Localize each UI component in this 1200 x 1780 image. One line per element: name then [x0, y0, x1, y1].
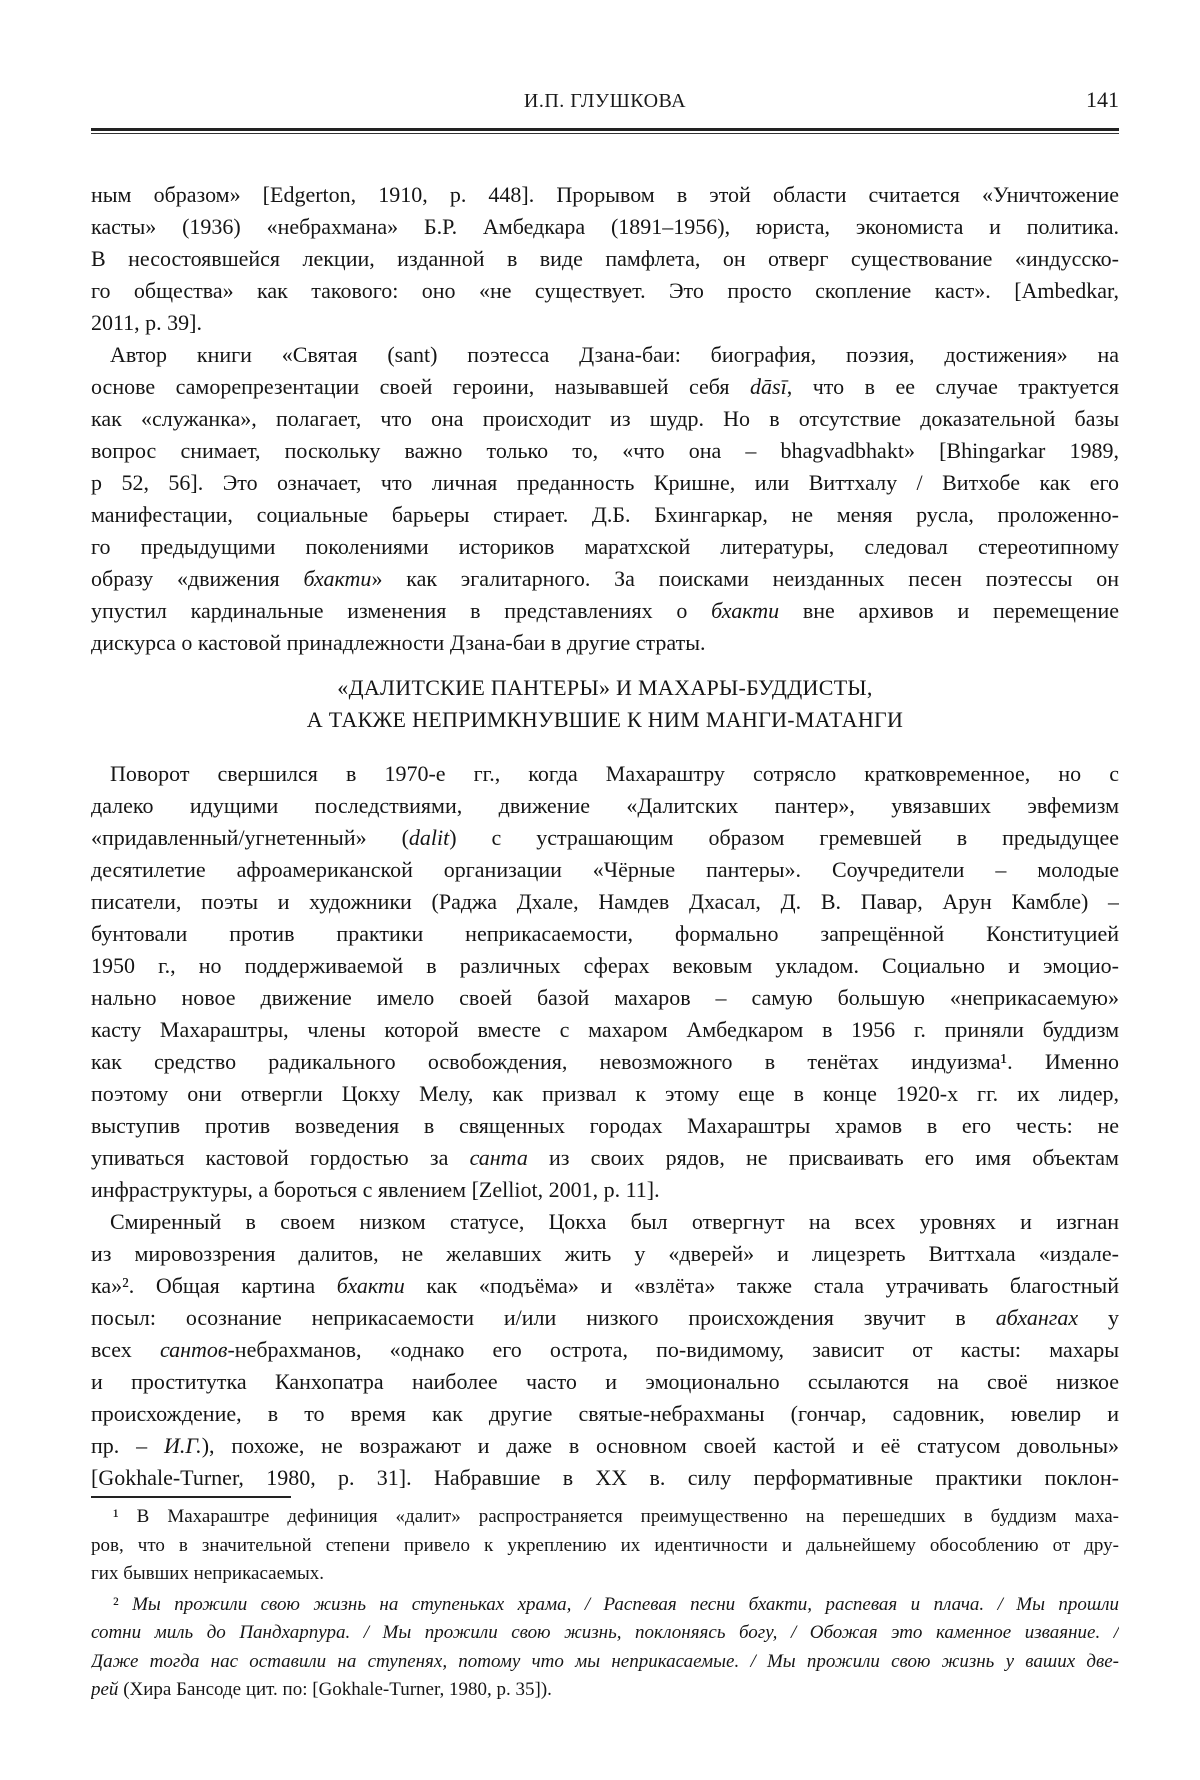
- running-header-author: И.П. ГЛУШКОВА: [523, 90, 687, 112]
- text-line: [91, 918, 1119, 950]
- plain-text: далеко идущими последствиями, движение «Далитских пантер», увязавших эвфемизм: [91, 793, 1119, 818]
- plain-text: десятилетие афроамериканской организации «Чёрные пантеры». Соучредители – молодые: [91, 857, 1119, 882]
- plain-text: -небрахманов, «однако его острота, по-видимому, зависит от касты: махары: [227, 1337, 1119, 1362]
- plain-text: А ТАКЖЕ НЕПРИМКНУВШИЕ К НИМ МАНГИ-МАТАНГИ: [306, 707, 904, 732]
- footnotes: [91, 1503, 1119, 1705]
- plain-text: образу «движения: [91, 566, 304, 591]
- plain-text: как «служанка», полагает, что она происходит из шудр. Но в отсутствие доказательной базы: [91, 406, 1119, 431]
- text-line: [91, 467, 1119, 499]
- plain-text: 1950 г., но поддерживаемой в различных сферах вековым укладом. Социально и эмоцио-: [91, 953, 1119, 978]
- plain-text: упустил кардинальные изменения в представлениях о: [91, 598, 712, 623]
- plain-text: ), похоже, не возражают и даже в основном своей кастой и её статусом довольны»: [201, 1433, 1119, 1458]
- plain-text: го общества» как такового: оно «не существует. Это просто скопление каст». [Ambedkar,: [91, 278, 1119, 303]
- plain-text: касту Махараштры, члены которой вместе с махаром Амбедкаром в 1956 г. приняли буддизм: [91, 1017, 1119, 1042]
- plain-text: вопрос снимает, поскольку важно только то, «что она – bhagvadbhakt» [Bhingarkar 1989,: [91, 438, 1119, 463]
- plain-text: дискурса о кастовой принадлежности Дзана-баи в другие страты.: [91, 630, 706, 655]
- text-line: [91, 886, 1119, 918]
- italic-text: рей: [91, 1679, 119, 1700]
- plain-text: выступив против возведения в священных городах Махараштры храмов в его честь: не: [91, 1113, 1119, 1138]
- plain-text: и проститутка Канхопатра наиболее часто и эмоционально ссылаются на своё низкое: [91, 1369, 1119, 1394]
- footnote-separator: [91, 1496, 291, 1498]
- plain-text: писатели, поэты и художники (Раджа Дхале, Намдев Дхасал, Д. В. Павар, Арун Камбле) –: [91, 889, 1119, 914]
- text-line: [91, 1014, 1119, 1046]
- text-line: [91, 531, 1119, 563]
- plain-text: посыл: осознание неприкасаемости и/или низкого происхождения звучит в: [91, 1305, 996, 1330]
- italic-text: абхангах: [995, 1305, 1079, 1330]
- text-line: [91, 339, 1119, 371]
- text-line: [91, 211, 1119, 243]
- text-line: [91, 1174, 1119, 1206]
- text-line: [91, 982, 1119, 1014]
- text-line: [91, 1532, 1119, 1561]
- heading-line: [91, 704, 1119, 736]
- plain-text: как средство радикального освобождения, невозможного в тенётах индуизма¹. Именно: [91, 1049, 1119, 1074]
- text-line: [91, 243, 1119, 275]
- italic-text: бхакти: [303, 566, 372, 591]
- heading-line: [91, 672, 1119, 704]
- plain-text: , что в ее случае трактуется: [786, 374, 1119, 399]
- text-line: [91, 790, 1119, 822]
- plain-text: упиваться кастовой гордостью за: [91, 1145, 470, 1170]
- section-heading: [91, 672, 1119, 736]
- plain-text: из своих рядов, не присваивать его имя объектам: [527, 1145, 1119, 1170]
- plain-text: го предыдущими поколениями историков маратхской литературы, следовал стереотипному: [91, 534, 1119, 559]
- italic-text: Мы прожили свою жизнь на ступеньках храма, / Распевая песни бхакти, распевая и плача. / Мы прошли: [132, 1593, 1119, 1615]
- plain-text: «придавленный/угнетенный» (: [91, 825, 409, 850]
- footnote: [91, 1591, 1119, 1705]
- text-line: [91, 1503, 1119, 1532]
- italic-text: бхакти: [336, 1273, 405, 1298]
- text-line: [91, 1560, 1119, 1589]
- plain-text: Смиренный в своем низком статусе, Цокха был отвергнут на всех уровнях и изгнан: [110, 1209, 1119, 1234]
- text-line: [91, 1238, 1119, 1270]
- plain-text: 2011, p. 39].: [91, 310, 203, 335]
- paragraph: [91, 1206, 1119, 1494]
- text-line: [91, 275, 1119, 307]
- plain-text: ²: [113, 1593, 133, 1615]
- header-rule: [91, 128, 1119, 134]
- text-line: [91, 627, 1119, 659]
- italic-text: И.Г.: [163, 1433, 202, 1458]
- text-line: [91, 1398, 1119, 1430]
- text-line: [91, 179, 1119, 211]
- plain-text: Автор книги «Святая (sant) поэтесса Дзана-баи: биография, поэзия, достижения» на: [110, 342, 1119, 367]
- italic-text: сантов: [159, 1337, 228, 1362]
- plain-text: вне архивов и перемещение: [779, 598, 1119, 623]
- plain-text: В несостоявшейся лекции, изданной в виде памфлета, он отверг существование «индусско-: [91, 246, 1119, 271]
- plain-text: инфраструктуры, а бороться с явлением [Zelliot, 2001, p. 11].: [91, 1177, 660, 1202]
- text-line: [91, 1619, 1119, 1648]
- plain-text: пр. –: [91, 1433, 164, 1458]
- plain-text: бунтовали против практики неприкасаемости, формально запрещённой Конституцией: [91, 921, 1119, 946]
- text-line: [91, 499, 1119, 531]
- footnote: [91, 1503, 1119, 1589]
- running-header: [91, 87, 1119, 116]
- text-line: [91, 1142, 1119, 1174]
- plain-text: p 52, 56]. Это означает, что личная преданность Кришне, или Виттхалу / Витхобе как его: [91, 470, 1119, 495]
- body-text: [91, 179, 1119, 1494]
- plain-text: Поворот свершился в 1970-е гг., когда Махараштру сотрясло кратковременное, но с: [110, 761, 1119, 786]
- plain-text: у: [1078, 1305, 1119, 1330]
- text-line: [91, 822, 1119, 854]
- italic-text: бхакти: [711, 598, 780, 623]
- plain-text: из мировоззрения далитов, не желавших жить у «дверей» и лицезреть Виттхала «издале-: [91, 1241, 1119, 1266]
- plain-text: » как эгалитарного. За поисками неизданных песен поэтессы он: [371, 566, 1119, 591]
- text-line: [91, 1591, 1119, 1620]
- plain-text: всех: [91, 1337, 160, 1362]
- paragraph: [91, 758, 1119, 1206]
- plain-text: как «подъёма» и «взлёта» также стала утрачивать благостный: [404, 1273, 1119, 1298]
- plain-text: нально новое движение имело своей базой махаров – самую большую «неприкасаемую»: [91, 985, 1119, 1010]
- text-line: [91, 1110, 1119, 1142]
- italic-text: сотни миль до Пандхарпура. / Мы прожили свою жизнь, поклоняясь богу, / Обожая это каменное изваяние. /: [91, 1622, 1119, 1643]
- italic-text: санта: [469, 1145, 528, 1170]
- text-line: [91, 1206, 1119, 1238]
- text-line: [91, 854, 1119, 886]
- plain-text: гих бывших неприкасаемых.: [91, 1563, 325, 1584]
- text-line: [91, 1270, 1119, 1302]
- italic-text: dāsī: [750, 374, 787, 399]
- italic-text: dalit: [408, 825, 450, 850]
- plain-text: «ДАЛИТСКИЕ ПАНТЕРЫ» И МАХАРЫ-БУДДИСТЫ,: [337, 675, 873, 700]
- text-line: [91, 307, 1119, 339]
- text-line: [91, 435, 1119, 467]
- text-line: [91, 1366, 1119, 1398]
- plain-text: поэтому они отвергли Цокху Мелу, как призвал к этому еще в конце 1920-х гг. их лидер,: [91, 1081, 1119, 1106]
- text-line: [91, 403, 1119, 435]
- text-line: [91, 1334, 1119, 1366]
- text-line: [91, 371, 1119, 403]
- italic-text: Даже тогда нас оставили на ступенях, потому что мы неприкасаемые. / Мы прожили свою жизнь у ваших две-: [91, 1650, 1119, 1672]
- text-line: [91, 758, 1119, 790]
- text-line: [91, 563, 1119, 595]
- plain-text: (Хира Бансоде цит. по: [Gokhale-Turner, 1980, p. 35]).: [118, 1679, 552, 1700]
- text-line: [91, 1046, 1119, 1078]
- plain-text: ным образом» [Edgerton, 1910, p. 448]. Прорывом в этой области считается «Уничтожение: [91, 182, 1119, 207]
- plain-text: основе саморепрезентации своей героини, называвшей себя: [91, 374, 751, 399]
- plain-text: манифестации, социальные барьеры стирает. Д.Б. Бхингаркар, не меняя русла, проложенно-: [91, 502, 1119, 527]
- text-line: [91, 1648, 1119, 1677]
- text-line: [91, 1430, 1119, 1462]
- text-line: [91, 950, 1119, 982]
- page-number: 141: [1086, 87, 1119, 112]
- plain-text: происхождение, в то время как другие святые-небрахманы (гончар, садовник, ювелир и: [91, 1401, 1119, 1426]
- paragraph: [91, 179, 1119, 339]
- paragraph: [91, 339, 1119, 659]
- text-line: [91, 1676, 1119, 1705]
- text-line: [91, 1078, 1119, 1110]
- text-line: [91, 1302, 1119, 1334]
- plain-text: касты» (1936) «небрахмана» Б.Р. Амбедкара (1891–1956), юриста, экономиста и политика.: [91, 214, 1119, 239]
- plain-text: ка»². Общая картина: [91, 1273, 337, 1298]
- plain-text: ¹ В Махараштре дефиниция «далит» распространяется преимущественно на перешедших в буддизм маха-: [113, 1506, 1119, 1527]
- plain-text: ) с устрашающим образом гремевшей в предыдущее: [449, 825, 1119, 850]
- plain-text: ров, что в значительной степени привело к укреплению их идентичности и дальнейшему обособлению от дру-: [91, 1534, 1119, 1556]
- text-line: [91, 1462, 1119, 1494]
- plain-text: [Gokhale-Turner, 1980, p. 31]. Набравшие в XX в. силу перформативные практики поклон-: [91, 1465, 1119, 1490]
- text-line: [91, 595, 1119, 627]
